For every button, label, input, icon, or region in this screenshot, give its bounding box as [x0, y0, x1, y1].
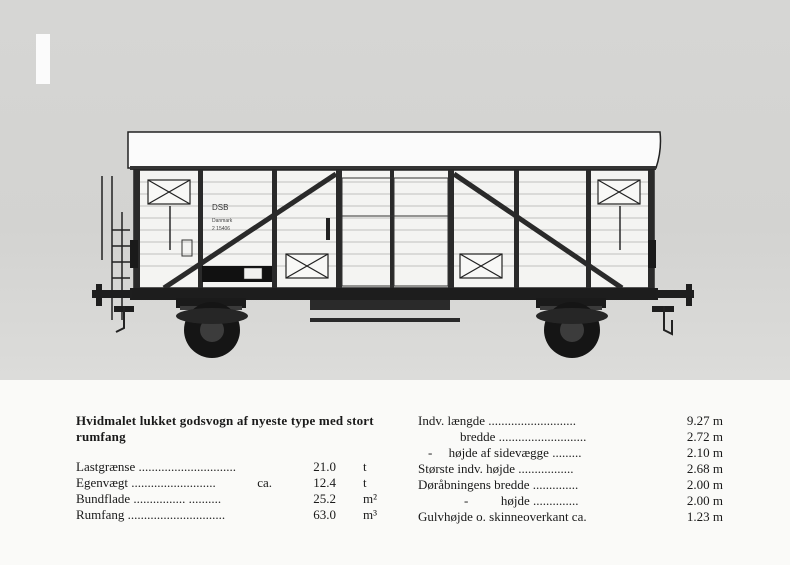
spec-label: Bundflade ................ .......... [76, 491, 222, 506]
spec-label: Egenvægt .......................... [76, 475, 216, 490]
spec-row-bundflade [76, 491, 396, 507]
page-number-tab [36, 34, 50, 84]
spec-row-storste-hojde [418, 461, 723, 477]
spec-value: 2.00 m [686, 477, 723, 492]
spec-value: 2.68 m [686, 461, 723, 476]
spec-value: 2.00 m [686, 493, 723, 508]
spec-value: 1.23 m [686, 509, 723, 524]
spec-label: - højde .............. [464, 493, 579, 508]
spec-value: 2.10 m [686, 445, 723, 460]
spec-row-dorabning-bredde [418, 477, 723, 493]
spec-unit: t [363, 459, 367, 474]
spec-value: 12.4 [313, 475, 336, 490]
right-spec-table [418, 413, 723, 525]
wagon-marking-number: 2 15406 [212, 226, 231, 232]
spec-label: Største indv. højde ................. [418, 461, 574, 476]
spec-label: bredde ........................... [460, 429, 587, 444]
spec-unit: m² [363, 491, 378, 506]
spec-label: Rumfang .............................. [76, 507, 226, 522]
spec-row-gulvhojde [418, 509, 723, 525]
spec-label: Døråbningens bredde .............. [418, 477, 579, 492]
spec-row-egenvaegt [76, 475, 396, 491]
spec-label: Lastgrænse .............................. [76, 459, 236, 474]
spec-row-rumfang [76, 507, 396, 523]
spec-qualifier: ca. [257, 475, 272, 490]
spec-label: - højde af sidevægge ......... [428, 445, 582, 460]
spec-unit: t [363, 475, 367, 490]
spec-row-lastgraense [76, 459, 396, 475]
wagon-marking-country: Danmark [212, 218, 233, 224]
spec-value: 63.0 [313, 507, 336, 522]
spec-row-hojde-sidevaegge [418, 445, 723, 461]
spec-label: Gulvhøjde o. skinneoverkant ca. [418, 509, 587, 524]
spec-value: 25.2 [313, 491, 336, 506]
spec-row-dorabning-hojde [418, 493, 723, 509]
spec-row-bredde [418, 429, 723, 445]
spec-row-indv-laengde [418, 413, 723, 429]
wagon-emblem: DSB [212, 203, 229, 212]
spec-unit: m³ [363, 507, 378, 522]
spec-value: 21.0 [313, 459, 336, 474]
spec-label: Indv. længde ........................... [418, 413, 577, 428]
wagon-title: Hvidmalet lukket godsvogn af nyeste type med stort rumfang [76, 413, 374, 444]
freight-wagon-illustration [90, 120, 700, 360]
left-spec-table [76, 459, 396, 523]
spec-value: 9.27 m [686, 413, 723, 428]
spec-value: 2.72 m [686, 429, 723, 444]
